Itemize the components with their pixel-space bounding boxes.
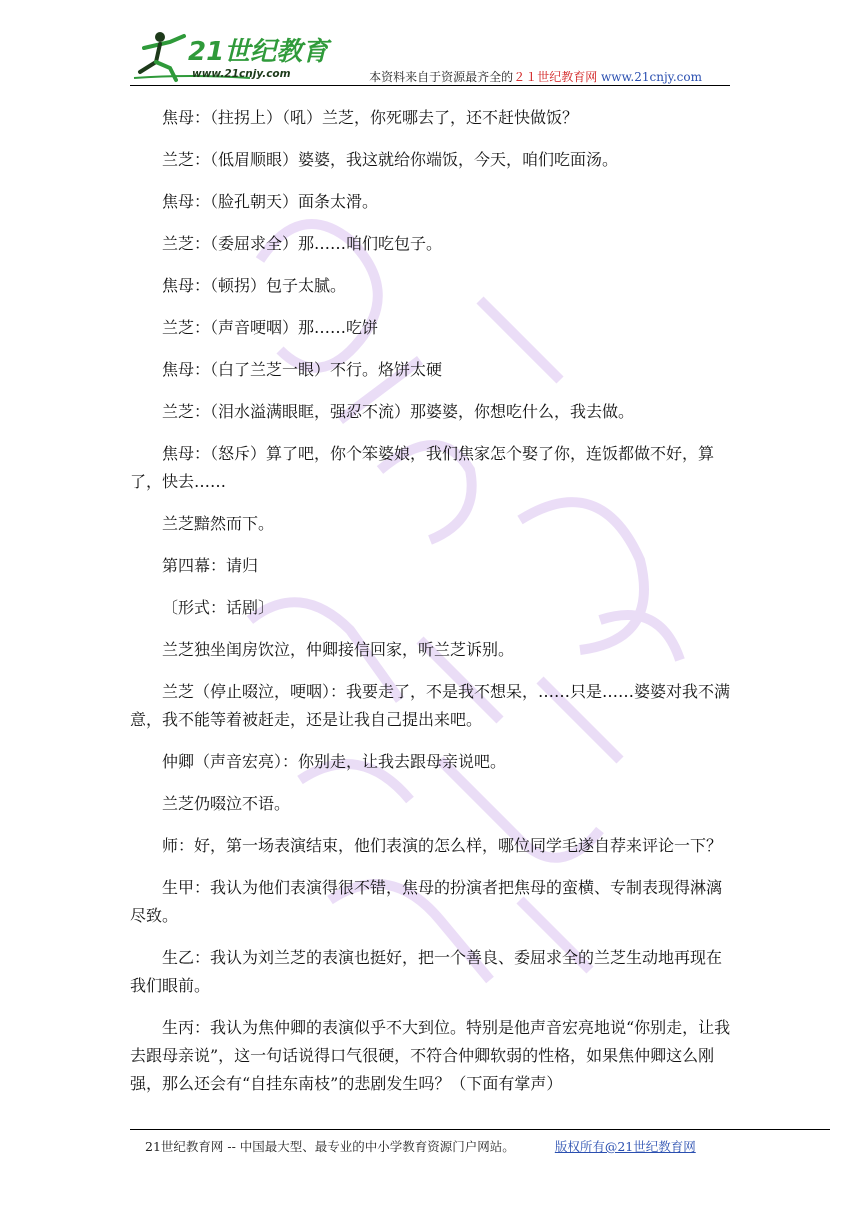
paragraph: 焦母：（脸孔朝天）面条太滑。 bbox=[162, 192, 379, 211]
21cnjy-logo bbox=[130, 28, 340, 84]
header-note bbox=[369, 68, 702, 85]
header-site-link[interactable]: ２１世纪教育网 bbox=[513, 70, 598, 84]
paragraph: 兰芝：（声音哽咽）那……吃饼 bbox=[162, 318, 379, 337]
paragraph: 兰芝：（泪水溢满眼眶，强忍不流）那婆婆，你想吃什么，我去做。 bbox=[162, 402, 635, 421]
header-divider bbox=[130, 85, 730, 86]
paragraph: 兰芝黯然而下。 bbox=[162, 514, 275, 533]
paragraph: 焦母：（拄拐上）（吼）兰芝，你死哪去了，还不赶快做饭？ bbox=[162, 108, 579, 127]
document-body bbox=[130, 104, 735, 1112]
paragraph: 兰芝仍啜泣不语。 bbox=[162, 794, 291, 813]
logo-text: 21世纪教育 bbox=[188, 37, 329, 67]
paragraph: 焦母：（怒斥）算了吧，你个笨婆娘，我们焦家怎个娶了你，连饭都做不好，算了，快去…… bbox=[130, 444, 715, 491]
paragraph: 生甲：我认为他们表演得很不错，焦母的扮演者把焦母的蛮横、专制表现得淋漓尽致。 bbox=[130, 878, 723, 925]
page-header bbox=[130, 28, 730, 86]
logo-url: www.21cnjy.com bbox=[192, 68, 291, 80]
paragraph: 兰芝独坐闺房饮泣，仲卿接信回家，听兰芝诉别。 bbox=[162, 640, 515, 659]
paragraph: 兰芝（停止啜泣，哽咽）：我要走了，不是我不想呆，……只是……婆婆对我不满意，我不能等着被赶走，还是让我自己提出来吧。 bbox=[130, 682, 731, 729]
paragraph: 仲卿（声音宏亮）：你别走，让我去跟母亲说吧。 bbox=[162, 752, 507, 771]
header-note-prefix: 本资料来自于资源最齐全的 bbox=[369, 70, 514, 84]
page-footer bbox=[145, 1137, 696, 1155]
paragraph: 师：好，第一场表演结束，他们表演的怎么样，哪位同学毛遂自荐来评论一下？ bbox=[162, 836, 723, 855]
paragraph: 生乙：我认为刘兰芝的表演也挺好，把一个善良、委屈求全的兰芝生动地再现在我们眼前。 bbox=[130, 948, 723, 995]
paragraph: 焦母：（顿拐）包子太腻。 bbox=[162, 276, 347, 295]
copyright-link[interactable]: 版权所有@21世纪教育网 bbox=[554, 1139, 696, 1154]
act-heading: 第四幕：请归 bbox=[162, 556, 259, 575]
form-note: 〔形式：话剧〕 bbox=[162, 598, 275, 617]
paragraph: 兰芝：（委屈求全）那……咱们吃包子。 bbox=[162, 234, 443, 253]
footer-text: 21世纪教育网 -- 中国最大型、最专业的中小学教育资源门户网站。 bbox=[145, 1139, 515, 1154]
paragraph: 焦母：（白了兰芝一眼）不行。烙饼太硬 bbox=[162, 360, 443, 379]
header-url-link[interactable]: www.21cnjy.com bbox=[601, 70, 702, 84]
footer-divider bbox=[130, 1129, 830, 1130]
paragraph: 生丙：我认为焦仲卿的表演似乎不大到位。特别是他声音宏亮地说“你别走，让我去跟母亲说”，这一句话说得口气很硬，不符合仲卿软弱的性格，如果焦仲卿这么刚强，那么还会有“自挂东南枝”的悲剧发生吗？（下面有掌声） bbox=[130, 1018, 731, 1093]
paragraph: 兰芝：（低眉顺眼）婆婆，我这就给你端饭，今天，咱们吃面汤。 bbox=[162, 150, 619, 169]
